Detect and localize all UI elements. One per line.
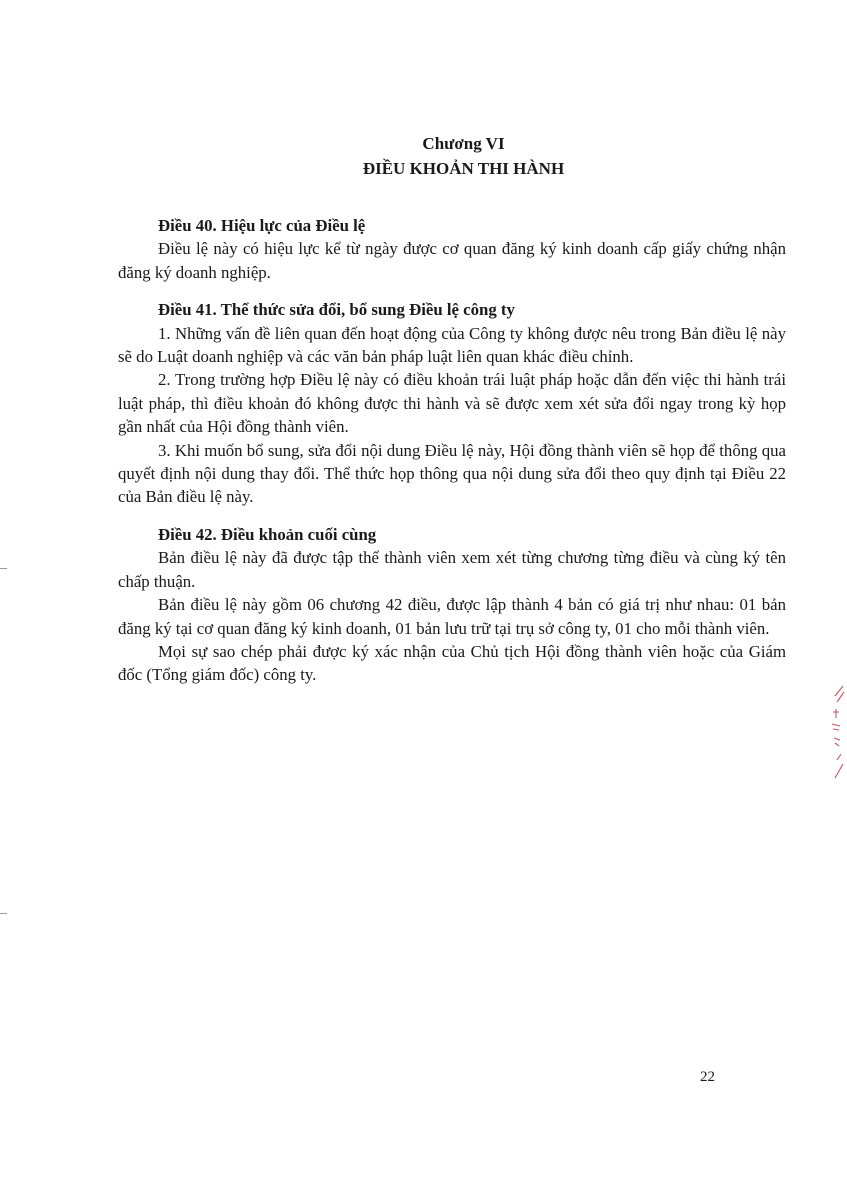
article-heading: Điều 42. Điều khoản cuối cùng <box>158 524 377 544</box>
article-41 <box>118 298 786 509</box>
article-paragraph: Mọi sự sao chép phải được ký xác nhận của Chủ tịch Hội đồng thành viên hoặc của Giám đốc (Tổng giám đốc) công ty. <box>118 641 786 685</box>
article-paragraph: 3. Khi muốn bổ sung, sửa đổi nội dung Điều lệ này, Hội đồng thành viên sẽ họp để thông qua quyết định nội dung thay đổi. Thể thức họp thông qua nội dung sửa đổi theo quy định tại Điều 22 của Bản điều lệ này. <box>118 440 786 507</box>
document-body <box>118 214 786 687</box>
article-paragraph: 2. Trong trường hợp Điều lệ này có điều khoản trái luật pháp hoặc dẫn đến việc thi hành trái luật pháp, thì điều khoản đó không được thi hành và sẽ được xem xét sửa đổi ngay trong kỳ họp gần nhất của Hội đồng thành viên. <box>118 370 786 437</box>
article-42 <box>118 523 786 687</box>
article-paragraph: Bản điều lệ này gồm 06 chương 42 điều, được lập thành 4 bản có giá trị như nhau: 01 bản đăng ký tại cơ quan đăng ký kinh doanh, 01 bản lưu trữ tại trụ sở công ty, 01 cho mỗi thành viên. <box>118 595 786 638</box>
article-paragraph: Điều lệ này có hiệu lực kể từ ngày được cơ quan đăng ký kinh doanh cấp giấy chứng nhận đăng ký doanh nghiệp. <box>118 239 786 282</box>
page-number: 22 <box>700 1069 715 1085</box>
edge-mark <box>0 568 7 569</box>
article-heading: Điều 40. Hiệu lực của Điều lệ <box>158 216 366 235</box>
chapter-number: Chương VI <box>422 134 505 153</box>
article-40 <box>118 214 786 284</box>
article-heading: Điều 41. Thể thức sửa đổi, bổ sung Điều lệ công ty <box>158 300 515 320</box>
seal-edge-mark <box>825 682 847 782</box>
article-paragraph: 1. Những vấn đề liên quan đến hoạt động của Công ty không được nêu trong Bản điều lệ này sẽ do Luật doanh nghiệp và các văn bản pháp luật liên quan khác điều chỉnh. <box>118 323 786 367</box>
chapter-title: ĐIỀU KHOẢN THI HÀNH <box>362 159 565 178</box>
chapter-header <box>0 131 847 181</box>
edge-mark <box>0 913 7 914</box>
article-paragraph: Bản điều lệ này đã được tập thể thành viên xem xét từng chương từng điều và cùng ký tên chấp thuận. <box>118 548 786 591</box>
